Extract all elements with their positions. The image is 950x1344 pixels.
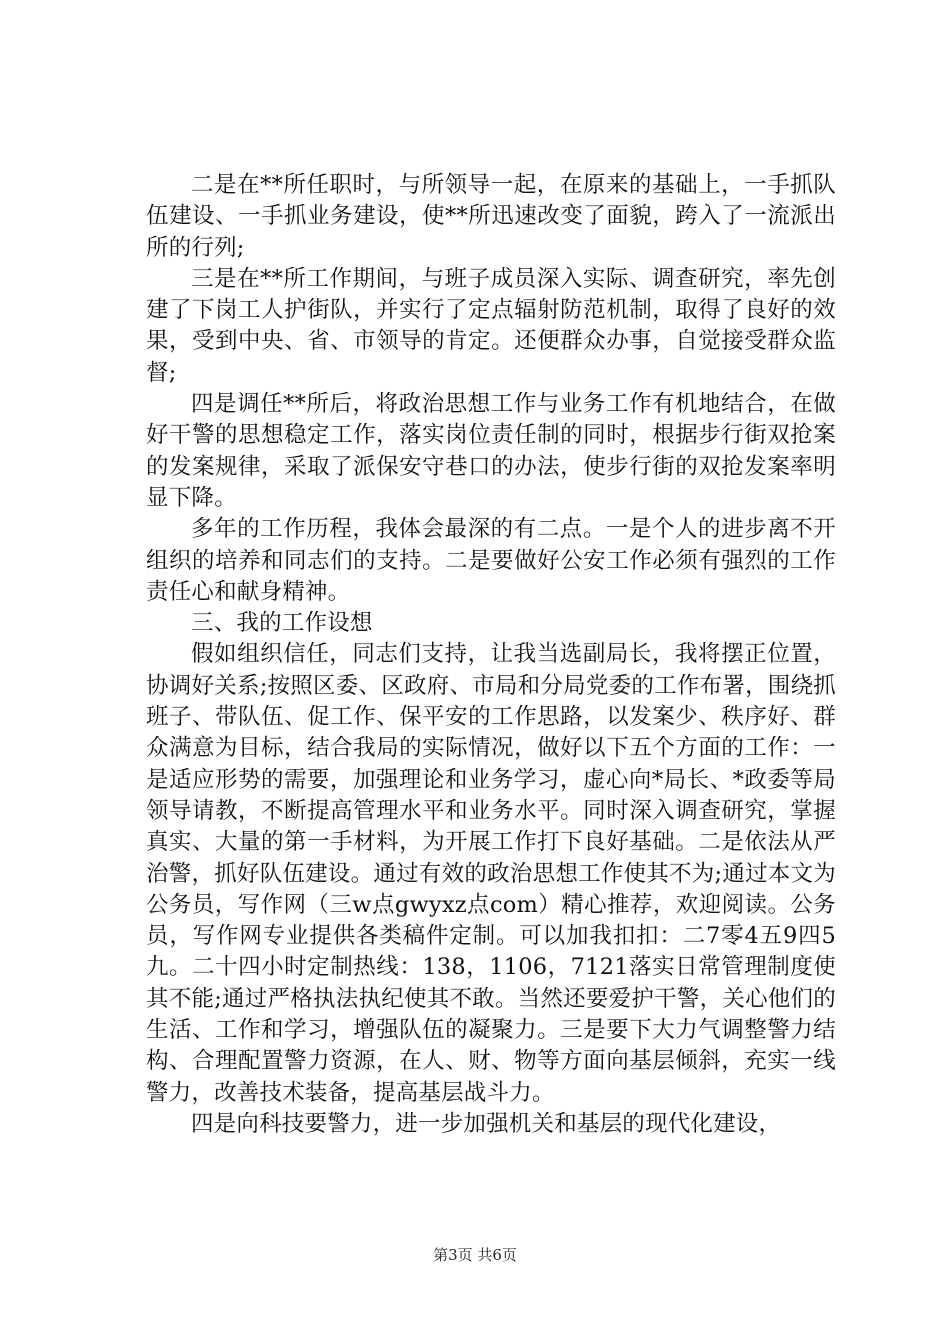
paragraph-4: 四是调任**所后，将政治思想工作与业务工作有机地结合，在做好干警的思想稳定工作，落实岗位责任制的同时，根据步行街双抢案的发案规律，采取了派保安守巷口的办法，使步行街的双抢发案率明显下降。: [146, 391, 836, 511]
page-number-footer: 第3页 共6页: [433, 1246, 517, 1264]
paragraph-3: 三是在**所工作期间，与班子成员深入实际、调查研究，率先创建了下岗工人护街队，并实行了定点辐射防范机制，取得了良好的效果，受到中央、省、市领导的肯定。还便群众办事，自觉接受群众监督;: [146, 265, 836, 386]
document-body: [146, 170, 836, 1140]
section-heading-work-plan: 三、我的工作设想: [191, 610, 373, 637]
paragraph-tech: 四是向科技要警力，进一步加强机关和基层的现代化建设，: [191, 1110, 782, 1137]
paragraph-2: 二是在**所任职时，与所领导一起，在原来的基础上，一手抓队伍建设、一手抓业务建设，使**所迅速改变了面貌，跨入了一流派出所的行列;: [146, 172, 836, 261]
paragraph-work-plan: 假如组织信任，同志们支持，让我当选副局长，我将摆正位置，协调好关系;按照区委、区政府、市局和分局党委的工作布署，围绕抓班子、带队伍、促工作、保平安的工作思路，以发案少、秩序好、群众满意为目标，结合我局的实际情况，做好以下五个方面的工作：一是适应形势的需要，加强理论和业务学习，虚心向*局长、*政委等局领导请教，不断提高管理水平和业务水平。同时深入调查研究，掌握真实、大量的第一手材料，为开展工作打下良好基础。二是依法从严治警，抓好队伍建设。通过有效的政治思想工作使其不为;通过本文为公务员，写作网（三w点gwyxz点com）精心推荐，欢迎阅读。公务员，写作网专业提供各类稿件定制。可以加我扣扣：二7零4五9四5九。二十四小时定制热线：138，1106，7121落实日常管理制度使其不能;通过严格执法执纪使其不敢。当然还要爱护干警，关心他们的生活、工作和学习，增强队伍的凝聚力。三是要下大力气调整警力结构、合理配置警力资源，在人、财、物等方面向基层倾斜，充实一线警力，改善技术装备，提高基层战斗力。: [146, 641, 836, 1106]
paragraph-experience: 多年的工作历程，我体会最深的有二点。一是个人的进步离不开组织的培养和同志们的支持。二是要做好公安工作必须有强烈的工作责任心和献身精神。: [146, 516, 836, 605]
